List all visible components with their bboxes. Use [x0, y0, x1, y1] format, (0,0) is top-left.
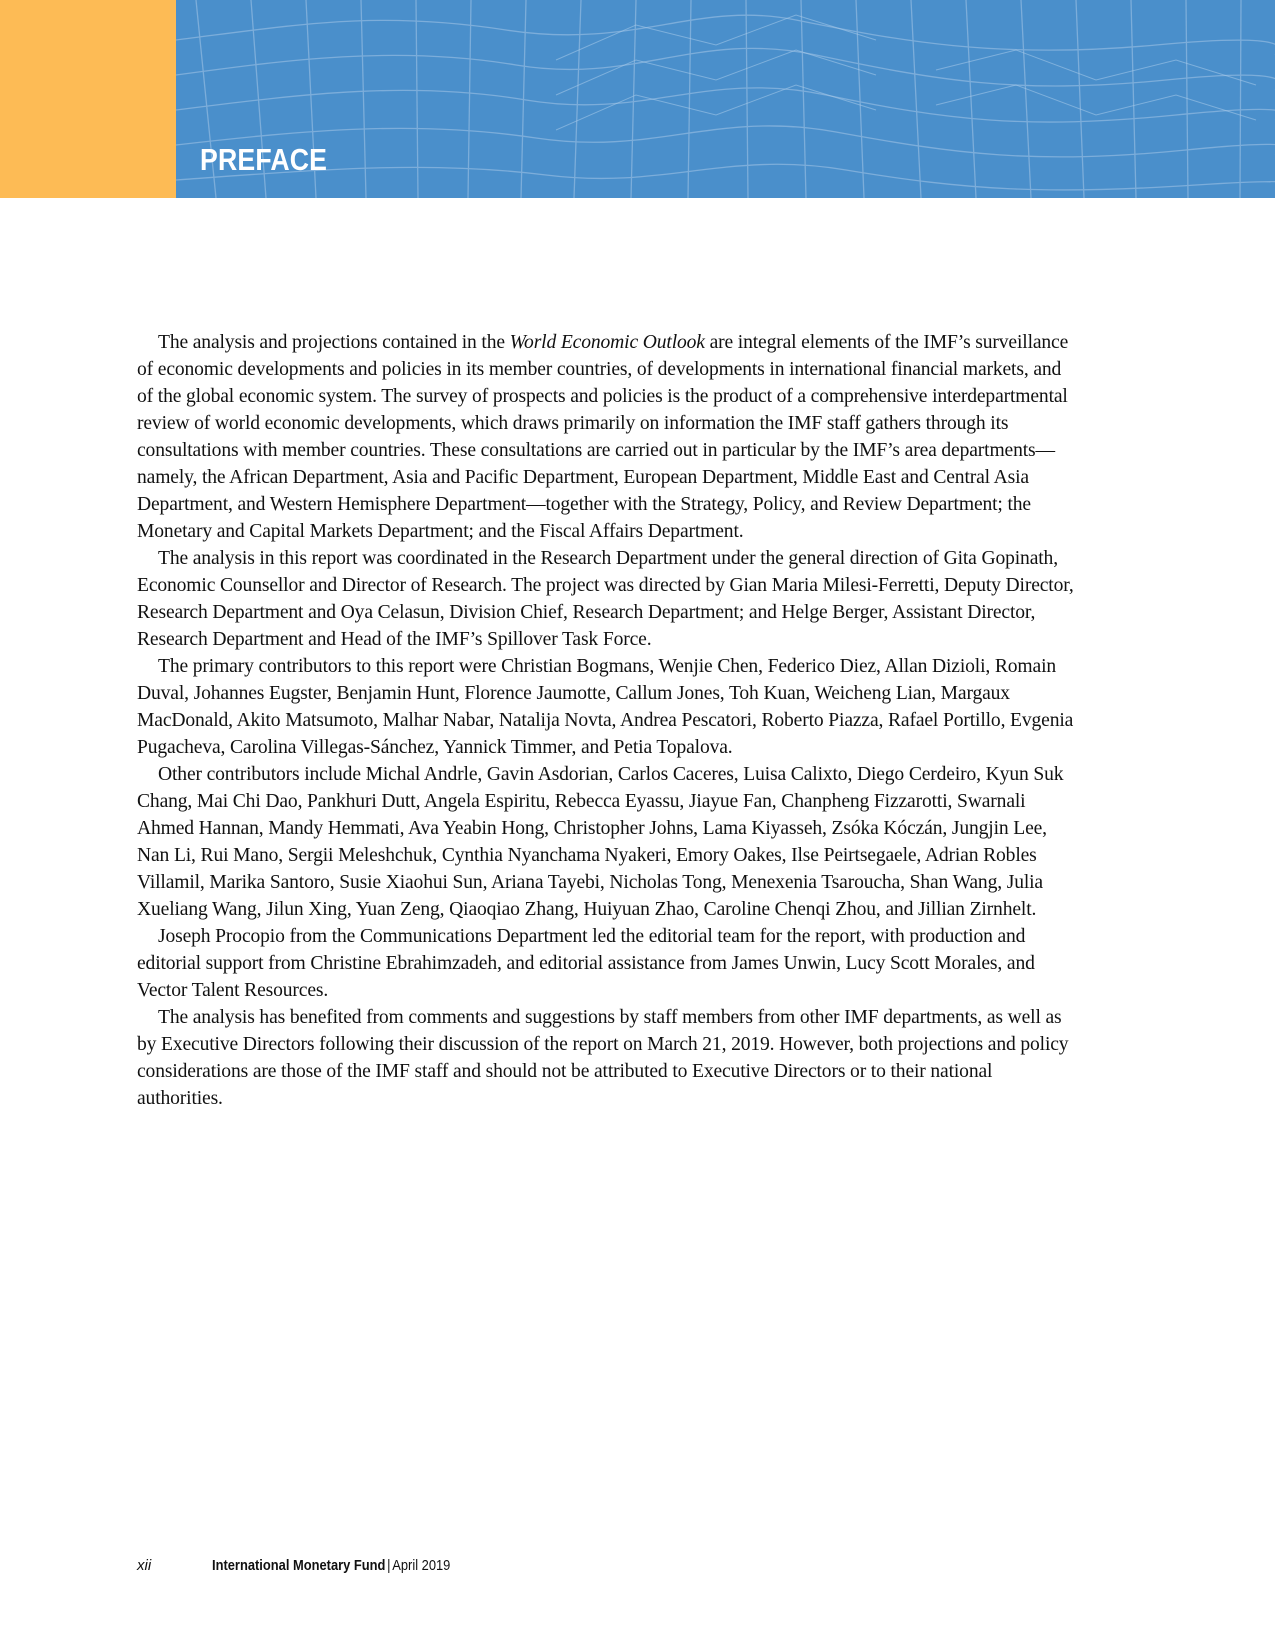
paragraph-coordination: The analysis in this report was coordinated in the Research Department under the general direction of Gita Gopinath, Economic Counsellor and Director of Research. The project was directed by Gian Maria Milesi-Ferretti, Deputy Director, Research Department and Oya Celasun, Division Chief, Research Department; and Helge Berger, Assistant Director, Research Department and Head of the IMF’s Spillover Task Force.	[137, 548, 1074, 650]
paragraph-primary-contributors: The primary contributors to this report were Christian Bogmans, Wenjie Chen, Federico Diez, Allan Dizioli, Romain Duval, Johannes Eugster, Benjamin Hunt, Florence Jaumotte, Callum Jones, Toh Kuan, Weicheng Lian, Margaux MacDonald, Akito Matsumoto, Malhar Nabar, Natalija Novta, Andrea Pescatori, Roberto Piazza, Rafael Portillo, Evgenia Pugacheva, Carolina Villegas-Sánchez, Yannick Timmer, and Petia Topalova.	[137, 656, 1074, 758]
footer-publication-line	[212, 1553, 450, 1579]
footer-separator: |	[387, 1557, 391, 1574]
organization-name: International Monetary Fund	[212, 1557, 386, 1574]
paragraph-acknowledgements: The analysis has benefited from comments and suggestions by staff members from other IMF departments, as well as by Executive Directors following their discussion of the report on March 21, 2019. However, both projections and policy considerations are those of the IMF staff and should not be attributed to Executive Directors or to their national authorities.	[137, 1007, 1069, 1109]
paragraph-analysis-scope	[137, 329, 1077, 545]
preface-body	[137, 329, 1077, 1112]
page-header	[0, 0, 1275, 198]
header-banner	[176, 0, 1275, 198]
page-title: PREFACE	[200, 142, 328, 177]
paragraph-1-lead: The analysis and projections contained in the	[158, 332, 510, 353]
paragraph-editorial-team: Joseph Procopio from the Communications Department led the editorial team for the report, with production and editorial support from Christine Ebrahimzadeh, and editorial assistance from James Unwin, Lucy Scott Morales, and Vector Talent Resources.	[137, 926, 1035, 1001]
publication-title: World Economic Outlook	[509, 332, 705, 353]
page-footer	[137, 1553, 837, 1579]
wireframe-mesh-decoration	[176, 0, 1275, 198]
publication-date: April 2019	[392, 1557, 451, 1574]
header-accent-block	[0, 0, 176, 198]
paragraph-1-rest: are integral elements of the IMF’s surveillance of economic developments and policies in its member countries, of developments in international financial markets, and of the global economic system. The survey of prospects and policies is the product of a comprehensive interdepartmental review of world economic developments, which draws primarily on information the IMF staff gathers through its consultations with member countries. These consultations are carried out in particular by the IMF’s area departments—namely, the African Department, Asia and Pacific Department, European Department, Middle East and Central Asia Department, and Western Hemisphere Department—together with the Strategy, Policy, and Review Department; the Monetary and Capital Markets Department; and the Fiscal Affairs Department.	[137, 332, 1069, 542]
paragraph-other-contributors: Other contributors include Michal Andrle, Gavin Asdorian, Carlos Caceres, Luisa Calixto, Diego Cerdeiro, Kyun Suk Chang, Mai Chi Dao, Pankhuri Dutt, Angela Espiritu, Rebecca Eyassu, Jiayue Fan, Chanpheng Fizzarotti, Swarnali Ahmed Hannan, Mandy Hemmati, Ava Yeabin Hong, Christopher Johns, Lama Kiyasseh, Zsóka Kóczán, Jungjin Lee, Nan Li, Rui Mano, Sergii Meleshchuk, Cynthia Nyanchama Nyakeri, Emory Oakes, Ilse Peirtsegaele, Adrian Robles Villamil, Marika Santoro, Susie Xiaohui Sun, Ariana Tayebi, Nicholas Tong, Menexenia Tsaroucha, Shan Wang, Julia Xueliang Wang, Jilun Xing, Yuan Zeng, Qiaoqiao Zhang, Huiyuan Zhao, Caroline Chenqi Zhou, and Jillian Zirnhelt.	[137, 764, 1064, 920]
page-number: xii	[137, 1557, 152, 1574]
